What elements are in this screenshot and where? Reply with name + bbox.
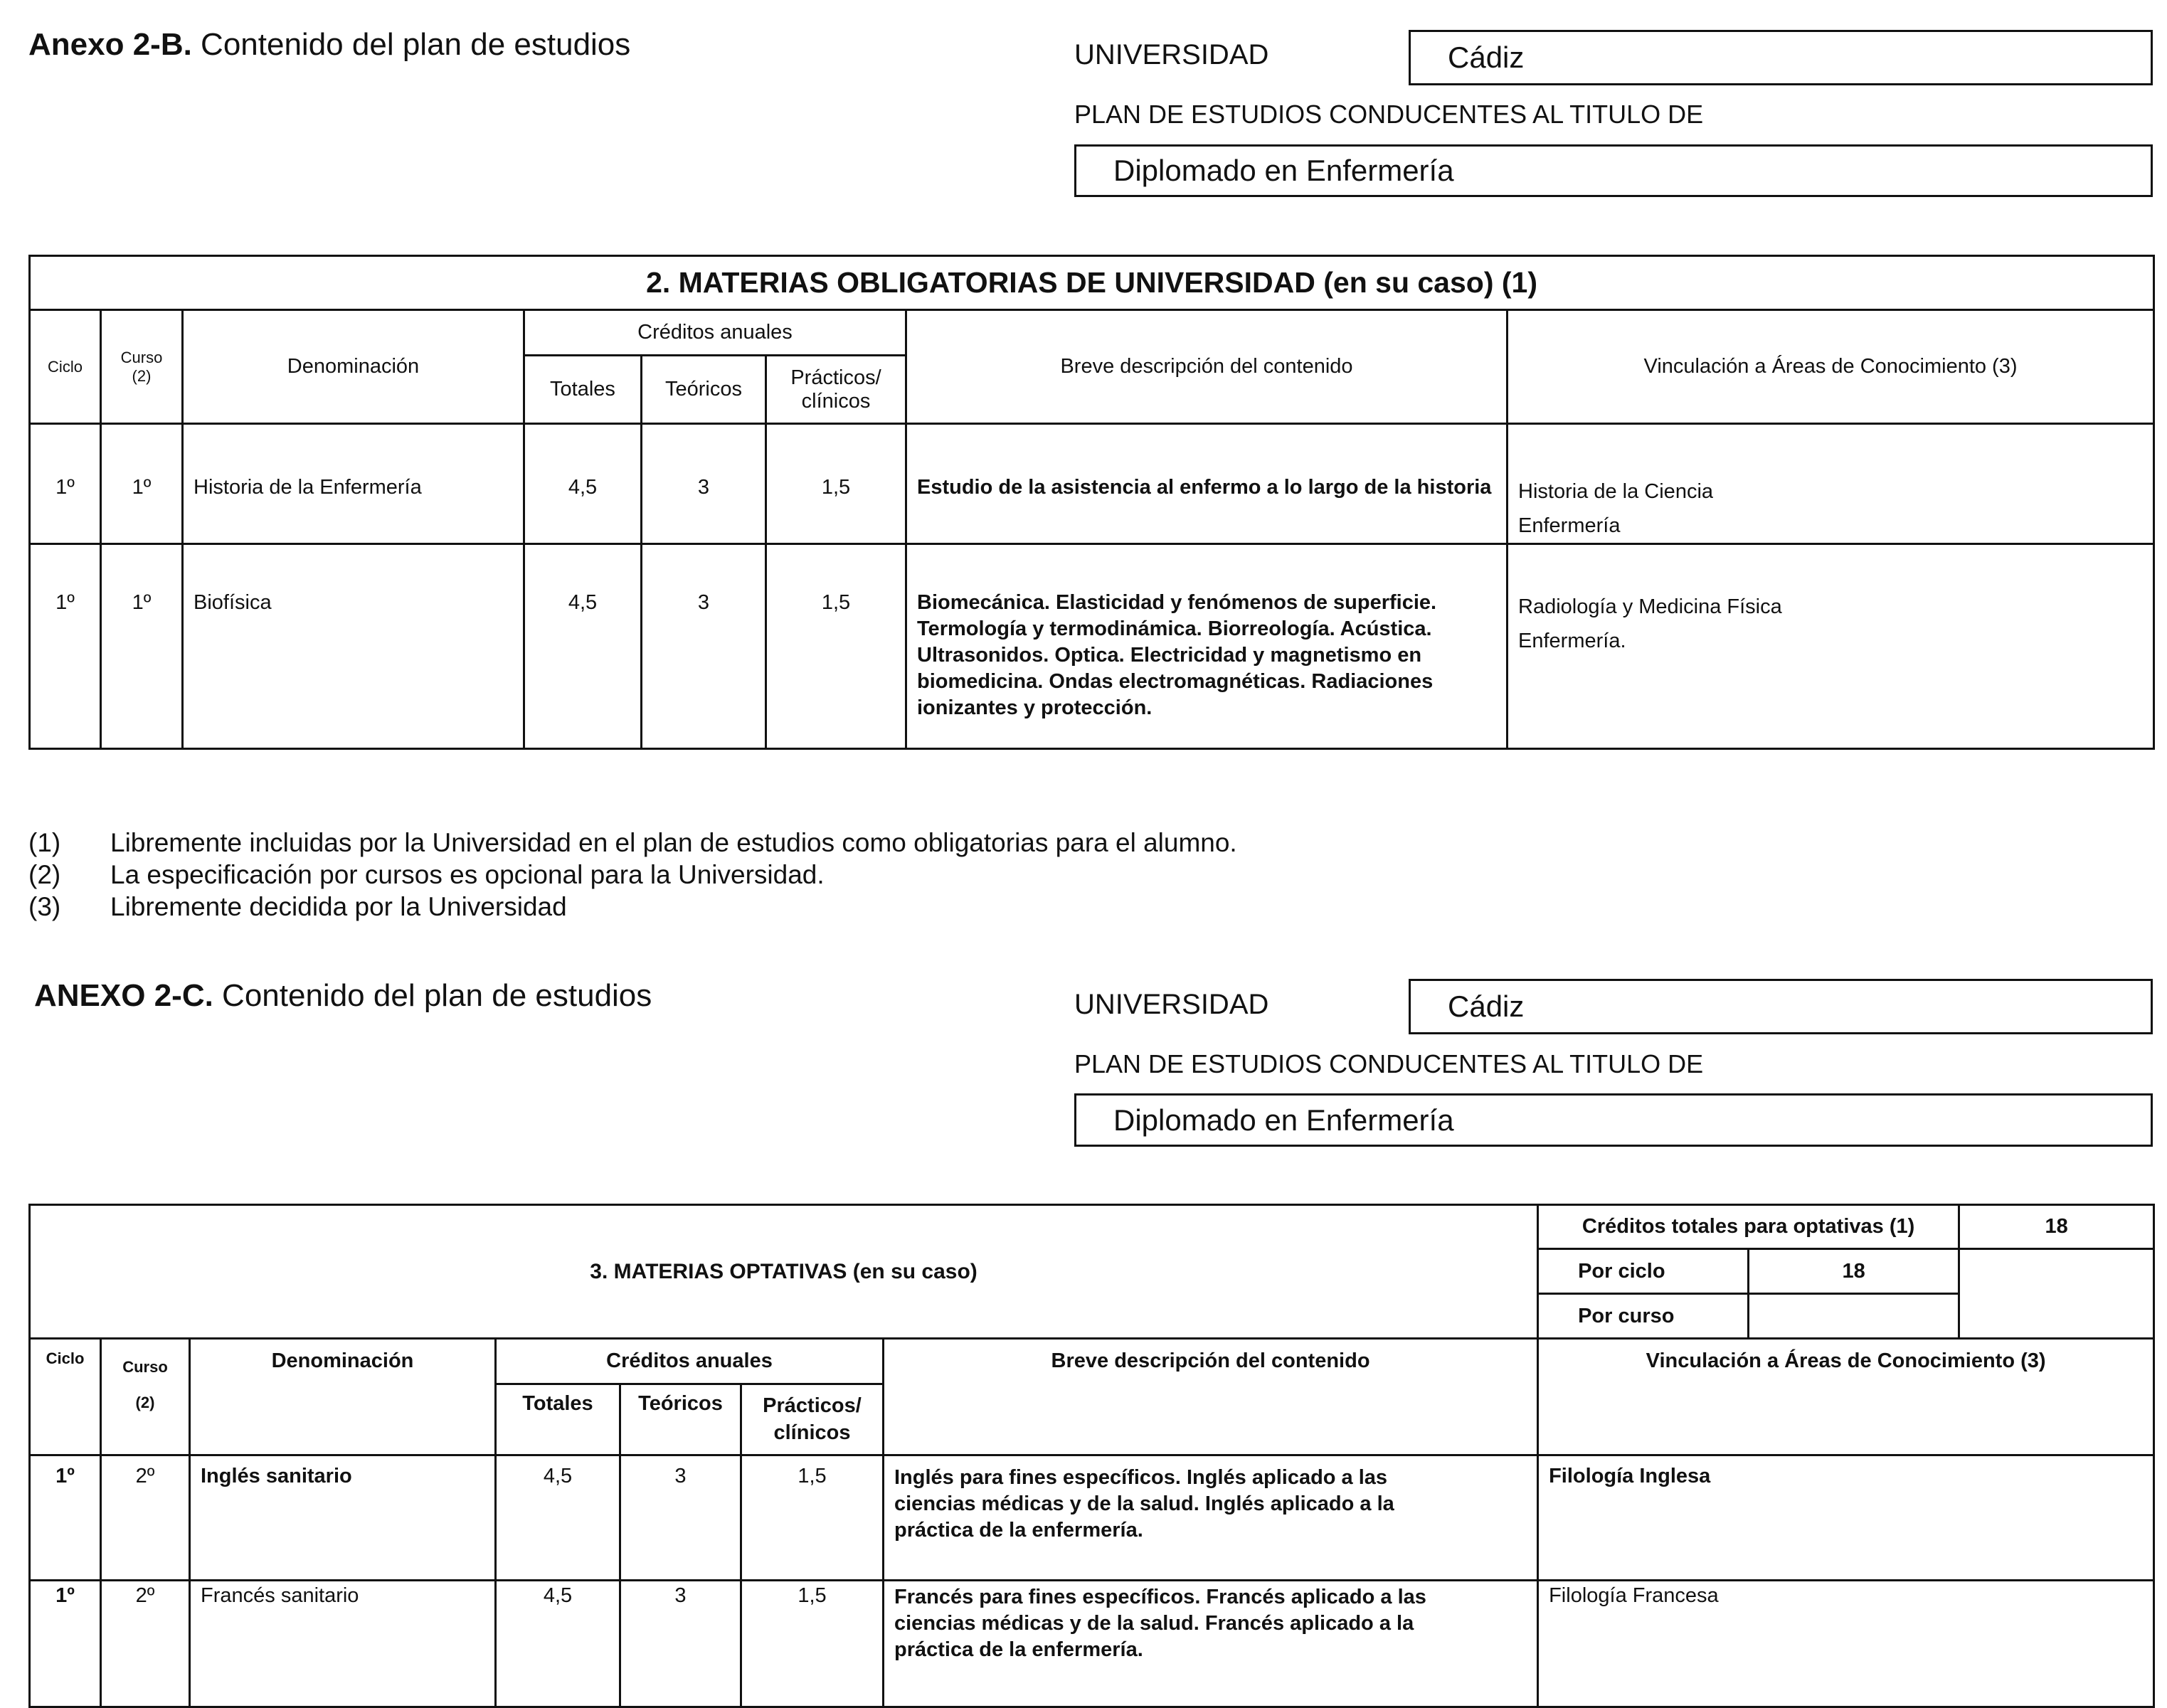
header-totales: Totales [524, 356, 642, 424]
por-ciclo-label: Por ciclo [1538, 1249, 1749, 1294]
header-creditos-anuales: Créditos anuales [496, 1339, 884, 1384]
row-vinculacion: Radiología y Medicina Física Enfermería. [1508, 544, 2154, 749]
table-row [30, 544, 2154, 749]
row-ciclo: 1º [30, 544, 101, 749]
anexo-b-universidad-value: Cádiz [1409, 30, 2153, 85]
anexo-c-title-rest: Contenido del plan de estudios [213, 978, 652, 1013]
header-curso: Curso (2) [101, 310, 183, 424]
anexo-b-plan-value: Diplomado en Enfermería [1074, 144, 2153, 197]
anexo-c-universidad-value: Cádiz [1409, 979, 2153, 1034]
row-teoricos: 3 [620, 1581, 741, 1707]
header-ciclo: Ciclo [30, 310, 101, 424]
anexo-b-plan-label: PLAN DE ESTUDIOS CONDUCENTES AL TITULO DE [1074, 100, 1704, 129]
materias-obligatorias-table [28, 255, 2155, 750]
row-vinculacion: Filología Francesa [1538, 1581, 2154, 1707]
header-practicos: Prácticos/ clínicos [766, 356, 906, 424]
anexo-c-universidad-label: UNIVERSIDAD [1074, 989, 1269, 1020]
row-teoricos: 3 [620, 1455, 741, 1581]
row-descripcion: Francés para fines específicos. Francés aplicado a las ciencias médicas y de la salud. Francés aplicado a la práctica de la enfermería. [884, 1581, 1538, 1707]
header-vinculacion: Vinculación a Áreas de Conocimiento (3) [1538, 1339, 2154, 1455]
materias-obligatorias-title: 2. MATERIAS OBLIGATORIAS DE UNIVERSIDAD (en su caso) (1) [30, 256, 2154, 310]
por-ciclo-value: 18 [1749, 1249, 1959, 1294]
row-totales: 4,5 [524, 424, 642, 544]
creditos-blank [1959, 1249, 2154, 1339]
creditos-totales-value: 18 [1959, 1205, 2154, 1249]
row-denominacion: Francés sanitario [190, 1581, 496, 1707]
row-totales: 4,5 [496, 1581, 620, 1707]
anexo-b-title-bold: Anexo 2-B. [28, 27, 192, 62]
row-teoricos: 3 [642, 424, 766, 544]
materias-optativas-title: 3. MATERIAS OPTATIVAS (en su caso) [30, 1205, 1538, 1339]
row-practicos: 1,5 [766, 424, 906, 544]
row-curso: 1º [101, 424, 183, 544]
row-vinculacion: Historia de la Ciencia Enfermería [1508, 424, 2154, 544]
row-ciclo: 1º [30, 1455, 101, 1581]
anexo-b-title-rest: Contenido del plan de estudios [191, 27, 631, 62]
header-denominacion: Denominación [183, 310, 524, 424]
row-descripcion: Biomecánica. Elasticidad y fenómenos de superficie. Termología y termodinámica. Biorreología. Acústica. Ultrasonidos. Optica. Electricidad y magnetismo en biomedicina. Ondas electromagnéticas. Radiaciones ionizantes y protección. [906, 544, 1508, 749]
anexo-c-plan-label: PLAN DE ESTUDIOS CONDUCENTES AL TITULO DE [1074, 1049, 1704, 1078]
row-descripcion: Estudio de la asistencia al enfermo a lo largo de la historia [906, 424, 1508, 544]
row-practicos: 1,5 [741, 1455, 884, 1581]
header-teoricos: Teóricos [642, 356, 766, 424]
header-practicos: Prácticos/ clínicos [741, 1384, 884, 1455]
header-descripcion: Breve descripción del contenido [884, 1339, 1538, 1455]
header-teoricos: Teóricos [620, 1384, 741, 1455]
header-vinculacion: Vinculación a Áreas de Conocimiento (3) [1508, 310, 2154, 424]
header-creditos-anuales: Créditos anuales [524, 310, 906, 356]
header-ciclo: Ciclo [30, 1339, 101, 1455]
por-curso-label: Por curso [1538, 1294, 1749, 1339]
row-denominacion: Historia de la Enfermería [183, 424, 524, 544]
anexo-b-universidad-label: UNIVERSIDAD [1074, 39, 1269, 70]
por-curso-value [1749, 1294, 1959, 1339]
creditos-totales-label: Créditos totales para optativas (1) [1538, 1205, 1959, 1249]
anexo-c-plan-value: Diplomado en Enfermería [1074, 1093, 2153, 1147]
header-totales: Totales [496, 1384, 620, 1455]
row-teoricos: 3 [642, 544, 766, 749]
anexo-c-title-bold: ANEXO 2-C. [34, 978, 213, 1013]
table-row [30, 424, 2154, 544]
row-ciclo: 1º [30, 424, 101, 544]
table-row [30, 1581, 2154, 1707]
header-descripcion: Breve descripción del contenido [906, 310, 1508, 424]
footnotes [28, 827, 1237, 923]
header-curso: Curso (2) [101, 1339, 190, 1455]
anexo-c-title [34, 978, 652, 1014]
row-totales: 4,5 [496, 1455, 620, 1581]
table-row [30, 1455, 2154, 1581]
row-ciclo: 1º [30, 1581, 101, 1707]
header-denominacion: Denominación [190, 1339, 496, 1455]
row-practicos: 1,5 [741, 1581, 884, 1707]
footnote-1: (1) Libremente incluidas por la Universidad en el plan de estudios como obligatorias para el alumno. [28, 828, 1237, 857]
row-descripcion: Inglés para fines específicos. Inglés aplicado a las ciencias médicas y de la salud. Inglés aplicado a la práctica de la enfermería. [884, 1455, 1538, 1581]
row-curso: 2º [101, 1581, 190, 1707]
row-vinculacion: Filología Inglesa [1538, 1455, 2154, 1581]
row-practicos: 1,5 [766, 544, 906, 749]
row-denominacion: Biofísica [183, 544, 524, 749]
row-totales: 4,5 [524, 544, 642, 749]
footnote-3: (3) Libremente decidida por la Universidad [28, 892, 567, 921]
row-curso: 2º [101, 1455, 190, 1581]
materias-optativas-table [28, 1204, 2155, 1708]
row-denominacion: Inglés sanitario [190, 1455, 496, 1581]
row-curso: 1º [101, 544, 183, 749]
anexo-b-title [28, 27, 630, 63]
footnote-2: (2) La especificación por cursos es opcional para la Universidad. [28, 860, 825, 889]
